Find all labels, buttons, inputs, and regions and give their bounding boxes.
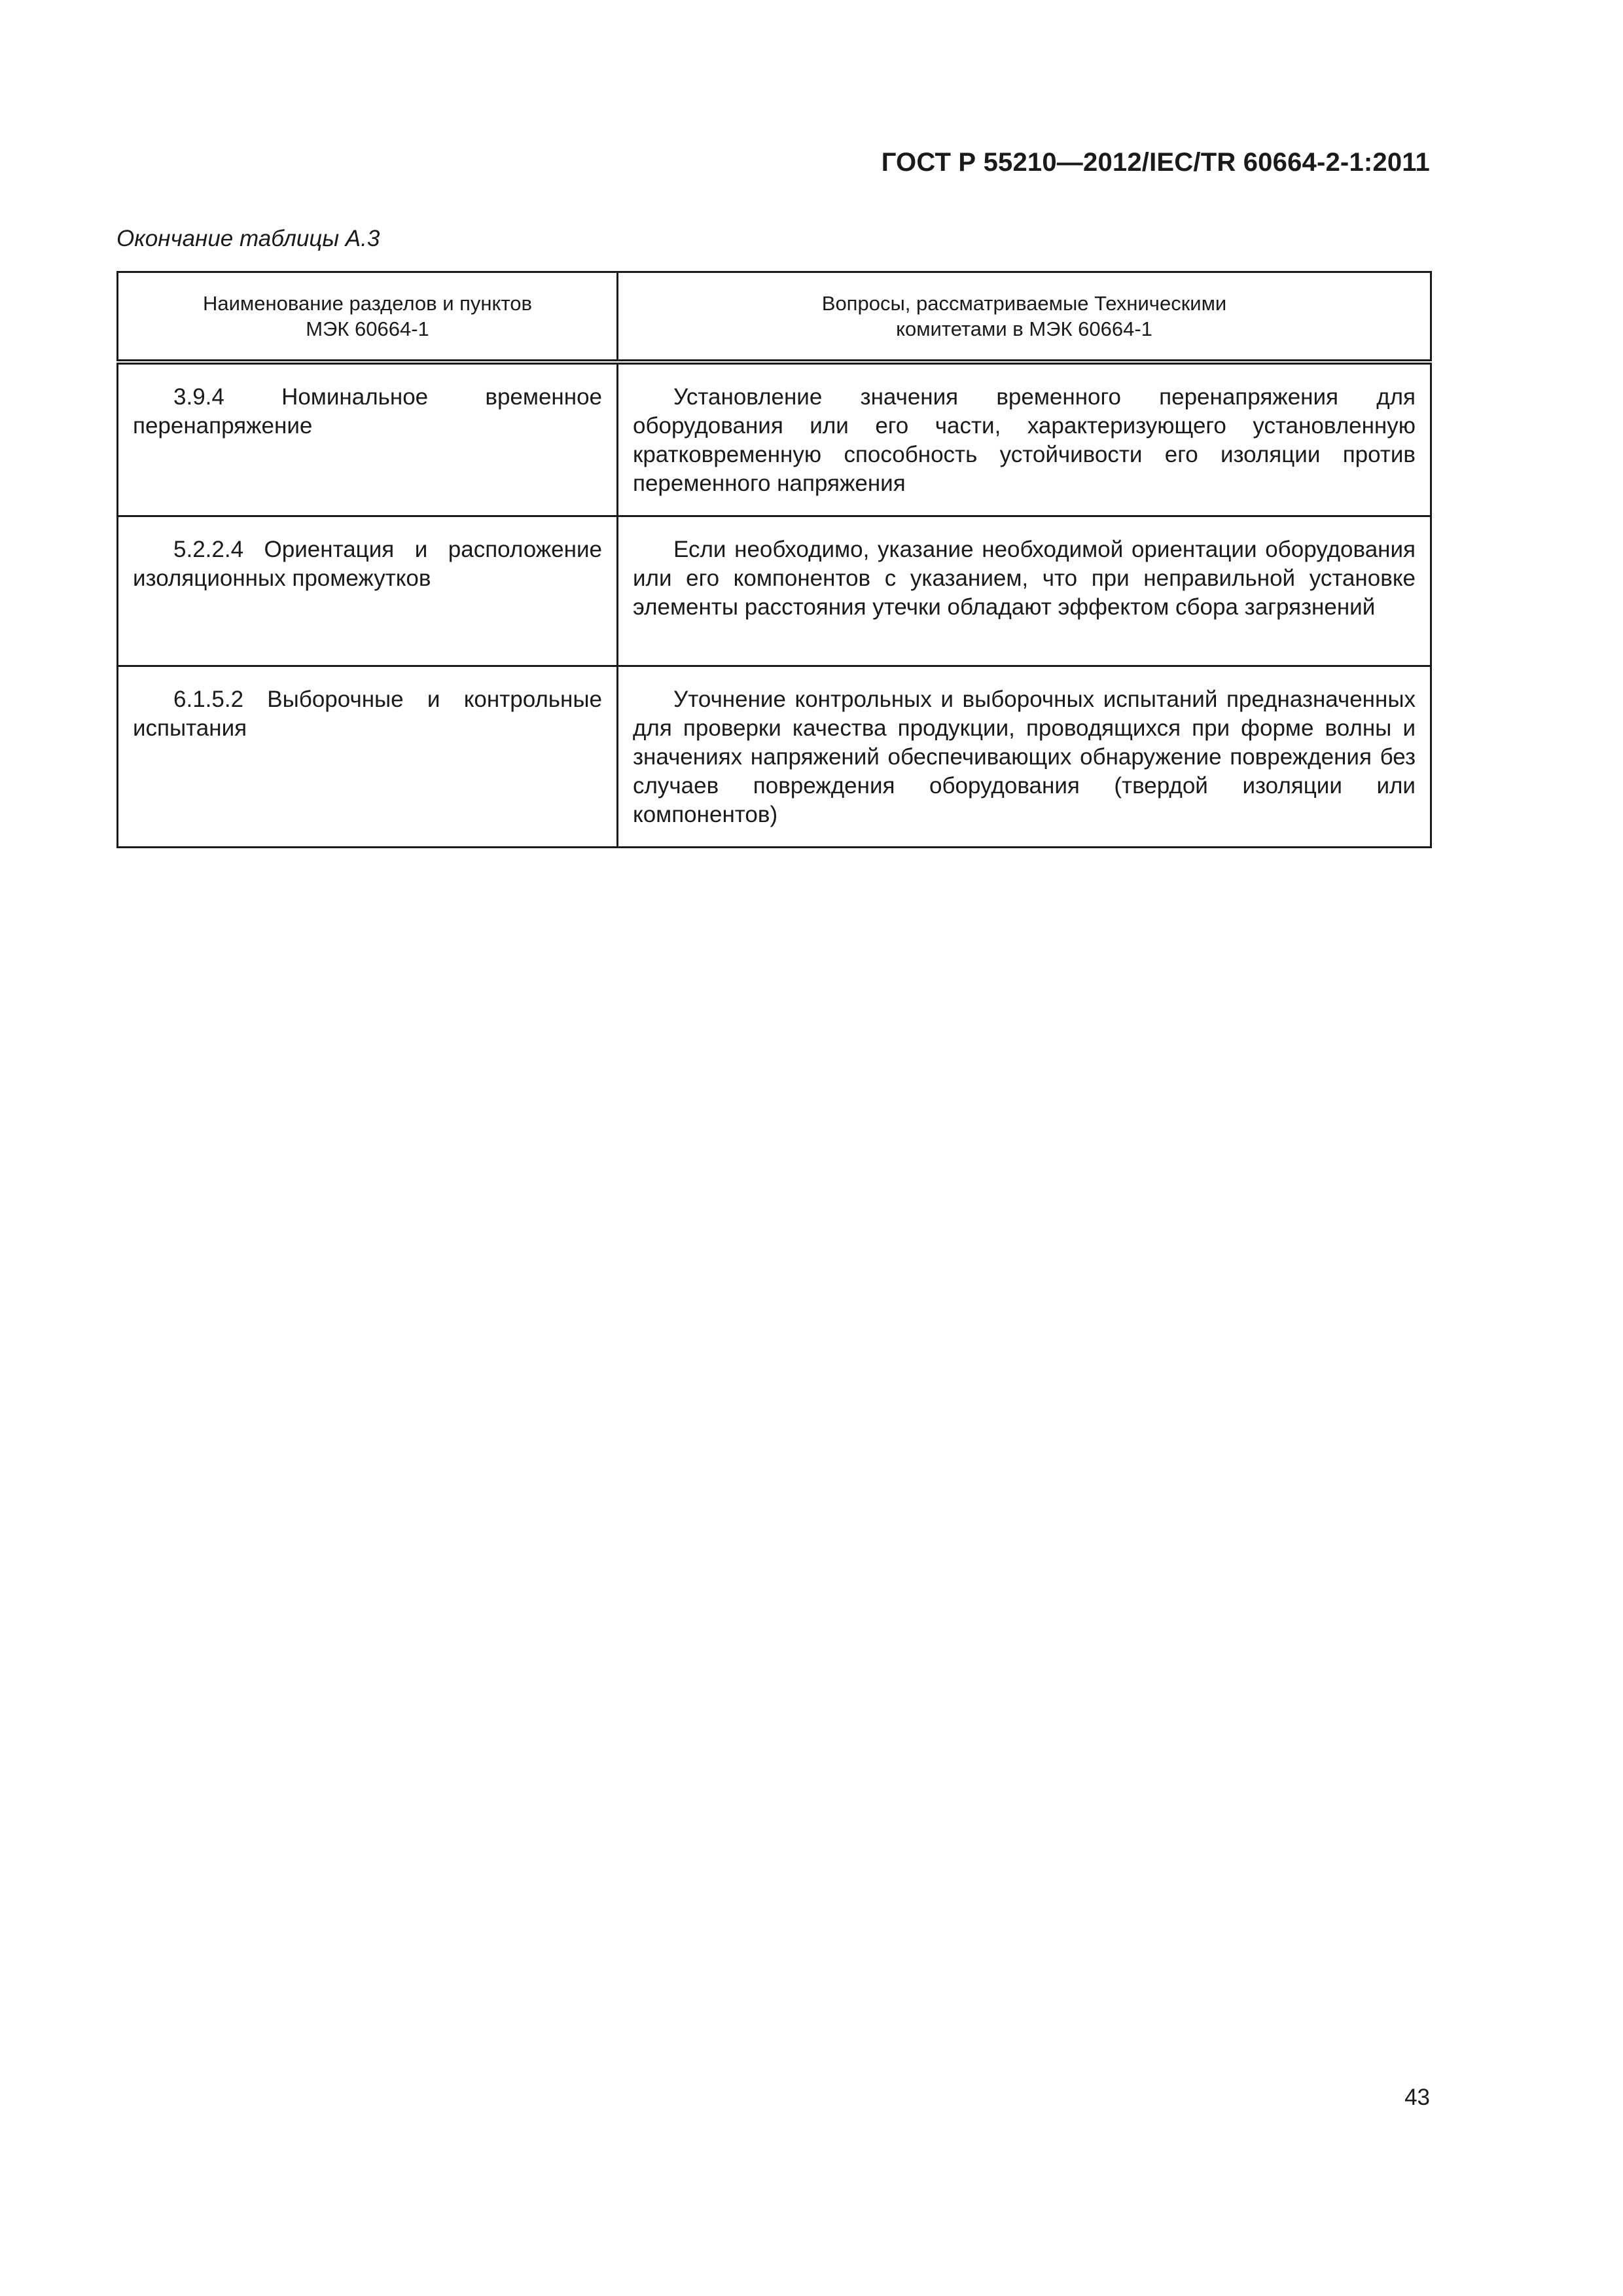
section-cell: 6.1.5.2 Выборочные и контрольные испытания [118,666,618,848]
column-header-issues: Вопросы, рассматриваемые Техническими комитетами в МЭК 60664-1 [618,272,1431,363]
issues-cell: Если необходимо, указание необходимой ориентации оборудования или его компонентов с указанием, что при неправильной установке элементы расстояния утечки обладают эффектом сбора загрязнений [618,516,1431,666]
section-cell: 5.2.2.4 Ориентация и расположение изоляционных промежутков [118,516,618,666]
table-row [118,666,1431,848]
section-cell: 3.9.4 Номинальное временное перенапряжение [118,362,618,516]
page-number: 43 [1404,2085,1430,2110]
table-row [118,362,1431,516]
table-caption: Окончание таблицы А.3 [116,226,380,251]
table-row [118,516,1431,666]
document-designation: ГОСТ Р 55210—2012/IEC/TR 60664-2-1:2011 [881,148,1430,177]
column-header-sections: Наименование разделов и пунктов МЭК 60664-1 [118,272,618,363]
issues-cell: Установление значения временного перенапряжения для оборудования или его части, характеризующего установленную кратковременную способность устойчивости его изоляции против переменного напряжения [618,362,1431,516]
standards-table [116,271,1432,848]
issues-cell: Уточнение контрольных и выборочных испытаний предназначенных для проверки качества продукции, проводящихся при форме волны и значениях напряжений обеспечивающих обнаружение повреждения без случаев повреждения оборудования (твердой изоляции или компонентов) [618,666,1431,848]
table-header-row [118,272,1431,363]
